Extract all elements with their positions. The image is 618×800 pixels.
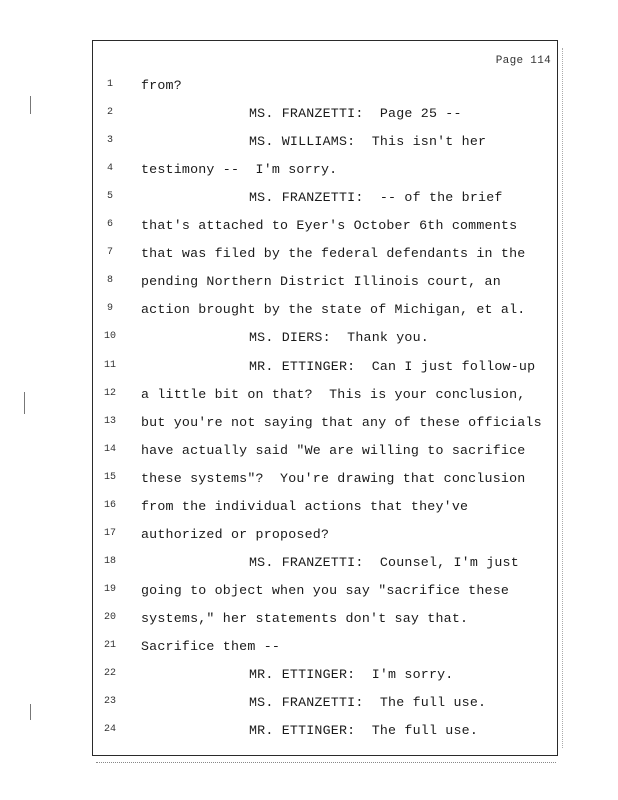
line-text: testimony -- I'm sorry. <box>141 162 338 178</box>
transcript-line <box>93 556 557 584</box>
transcript-line <box>93 640 557 668</box>
line-number: 13 <box>103 415 116 427</box>
line-number: 6 <box>106 219 113 231</box>
line-text: systems," her statements don't say that. <box>141 610 469 626</box>
transcript-line <box>93 416 557 444</box>
line-number: 5 <box>106 191 113 203</box>
transcript-line <box>93 444 557 472</box>
line-number: 7 <box>106 247 113 259</box>
transcript-line <box>93 724 557 752</box>
line-text: MR. ETTINGER: Can I just follow-up <box>249 358 536 374</box>
transcript-page <box>92 40 558 756</box>
scan-noise-strip <box>96 762 556 766</box>
line-text: from the individual actions that they've <box>141 498 469 514</box>
line-number: 10 <box>103 331 116 343</box>
line-number: 15 <box>103 471 116 483</box>
line-text: from? <box>141 78 182 93</box>
transcript-line <box>93 388 557 416</box>
line-text: MS. FRANZETTI: The full use. <box>249 695 487 711</box>
transcript-line <box>93 500 557 528</box>
line-text: MS. FRANZETTI: Counsel, I'm just <box>249 554 519 570</box>
transcript-line <box>93 107 557 135</box>
line-number: 11 <box>103 359 116 371</box>
line-number: 21 <box>103 640 116 651</box>
line-number: 17 <box>103 527 116 539</box>
transcript-line <box>93 191 557 219</box>
transcript-line <box>93 79 557 107</box>
transcript-line <box>93 696 557 724</box>
transcript-line <box>93 247 557 275</box>
line-text: these systems"? You're drawing that conclusion <box>141 470 526 486</box>
scan-margin-mark <box>24 392 25 414</box>
line-number: 12 <box>103 387 116 399</box>
line-number: 24 <box>103 724 116 736</box>
line-text: but you're not saying that any of these officials <box>141 414 542 430</box>
line-text: MS. DIERS: Thank you. <box>249 330 429 346</box>
page-number: Page 114 <box>495 55 551 67</box>
line-text: that was filed by the federal defendants in the <box>141 246 526 262</box>
transcript-line <box>93 275 557 303</box>
scan-margin-mark <box>30 96 31 114</box>
transcript-line <box>93 331 557 359</box>
scan-margin-mark <box>30 704 31 720</box>
line-number: 9 <box>106 303 113 315</box>
transcript-line <box>93 360 557 388</box>
line-text: Sacrifice them -- <box>141 639 281 654</box>
line-text: MS. WILLIAMS: This isn't her <box>249 134 487 150</box>
line-number: 16 <box>103 499 116 511</box>
transcript-line <box>93 303 557 331</box>
line-text: have actually said "We are willing to sacrifice <box>141 442 526 458</box>
transcript-line <box>93 584 557 612</box>
line-text: a little bit on that? This is your conclusion, <box>141 386 526 402</box>
line-text: MS. FRANZETTI: -- of the brief <box>249 190 503 206</box>
line-number: 3 <box>106 135 113 147</box>
page-edge-shadow <box>562 48 565 748</box>
transcript-line <box>93 472 557 500</box>
line-number: 18 <box>103 555 116 567</box>
transcript-line <box>93 163 557 191</box>
line-text: MR. ETTINGER: I'm sorry. <box>249 667 454 683</box>
line-text: MS. FRANZETTI: Page 25 -- <box>249 106 462 122</box>
line-text: that's attached to Eyer's October 6th comments <box>141 218 518 234</box>
line-text: going to object when you say "sacrifice these <box>141 582 510 598</box>
line-text: pending Northern District Illinois court, an <box>141 274 501 290</box>
line-text: authorized or proposed? <box>141 526 330 542</box>
line-number: 20 <box>103 611 116 623</box>
transcript-line <box>93 219 557 247</box>
transcript-line <box>93 528 557 556</box>
line-number: 2 <box>106 107 113 119</box>
line-text: MR. ETTINGER: The full use. <box>249 723 479 739</box>
transcript-line <box>93 135 557 163</box>
transcript-line <box>93 668 557 696</box>
line-text: action brought by the state of Michigan, et al. <box>141 302 526 318</box>
line-number: 22 <box>103 668 116 680</box>
transcript-line <box>93 612 557 640</box>
line-number: 4 <box>106 163 113 175</box>
line-number: 1 <box>106 79 113 90</box>
line-number: 23 <box>103 696 116 708</box>
line-number: 19 <box>103 583 116 595</box>
line-number: 8 <box>106 275 113 287</box>
line-number: 14 <box>103 443 116 455</box>
